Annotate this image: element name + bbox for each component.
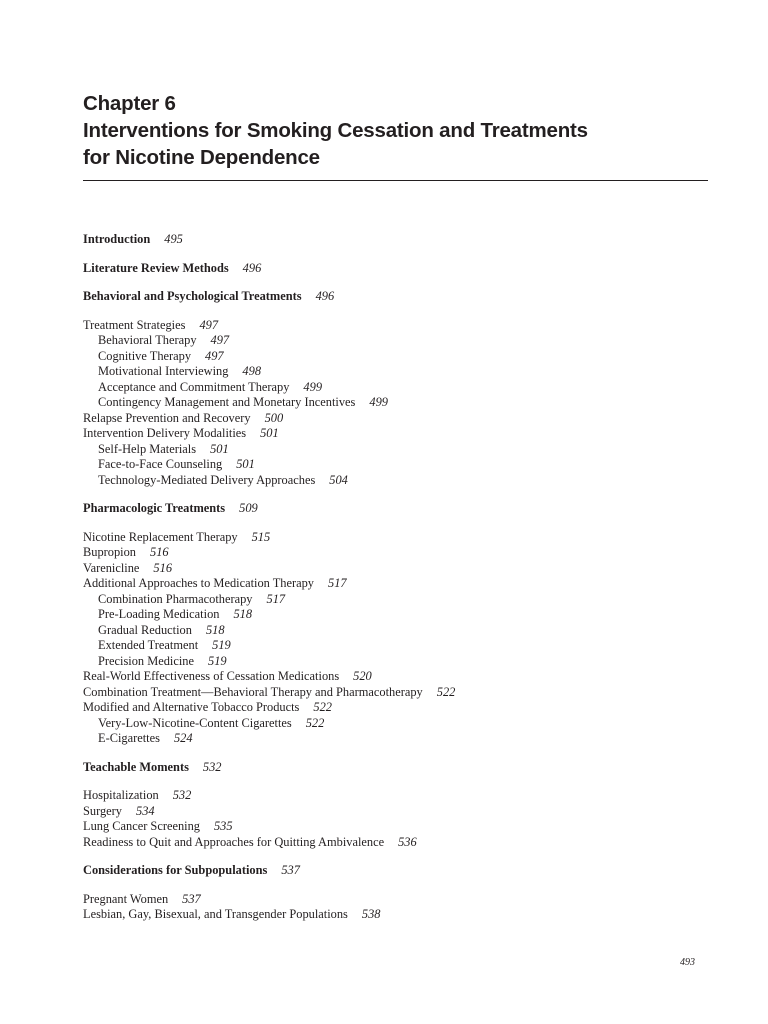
toc-entry[interactable] (83, 819, 708, 835)
toc-entry-label: Behavioral Therapy (98, 333, 197, 347)
toc-entry-label: Contingency Management and Monetary Incentives (98, 395, 356, 409)
toc-page-number: 509 (239, 501, 258, 515)
toc-entry-label: Real-World Effectiveness of Cessation Medications (83, 669, 340, 683)
toc-heading-label: Considerations for Subpopulations (83, 863, 268, 877)
toc-page-number: 518 (205, 622, 225, 637)
page-number: 493 (680, 957, 695, 968)
toc-page-number: 538 (361, 907, 381, 921)
title-divider (83, 180, 708, 181)
toc-subentry[interactable] (83, 380, 708, 396)
toc-heading-label: Teachable Moments (83, 759, 189, 774)
toc-section (83, 760, 708, 851)
toc-entry[interactable] (83, 576, 708, 592)
toc-subentry[interactable] (83, 364, 708, 380)
toc-page-number: 495 (164, 232, 183, 246)
toc-subentry[interactable] (83, 473, 708, 489)
toc-section (83, 501, 708, 747)
toc-entry-label: Additional Approaches to Medication Therapy (83, 576, 315, 590)
toc-heading-label: Pharmacologic Treatments (83, 501, 226, 515)
toc-subentry[interactable] (83, 442, 708, 458)
toc-page-number: 515 (251, 529, 271, 544)
chapter-title-line-2: for Nicotine Dependence (83, 146, 320, 169)
toc-entry[interactable] (83, 835, 708, 851)
toc-section-heading[interactable] (83, 501, 708, 517)
toc-page-number: 516 (150, 545, 169, 559)
toc-entry[interactable] (83, 530, 708, 546)
toc-entry-label: E-Cigarettes (98, 731, 160, 745)
toc-section-heading[interactable] (83, 261, 708, 277)
toc-entry-label: Precision Medicine (98, 653, 195, 668)
toc-entry-label: Hospitalization (83, 788, 159, 802)
toc-entry-label: Surgery (83, 803, 123, 818)
toc-page-number: 496 (315, 289, 335, 303)
toc-page-number: 497 (205, 348, 224, 363)
toc-page-number: 534 (136, 803, 155, 818)
toc-entry[interactable] (83, 411, 708, 427)
toc-page-number: 532 (202, 759, 222, 774)
toc-entry-label: Nicotine Replacement Therapy (83, 529, 238, 544)
toc-entry[interactable] (83, 545, 708, 561)
toc-section-heading[interactable] (83, 289, 708, 305)
toc-page-number: 504 (329, 472, 348, 487)
toc-entry-label: Lung Cancer Screening (83, 819, 200, 833)
toc-section-heading[interactable] (83, 760, 708, 776)
toc-page-number: 537 (281, 863, 300, 877)
toc-page-number: 498 (242, 364, 262, 378)
toc-page-number: 519 (208, 653, 227, 668)
toc-entry-label: Varenicline (83, 560, 140, 575)
toc-page-number: 497 (199, 317, 219, 332)
toc-entry-label: Combination Treatment—Behavioral Therapy and Pharmacotherapy (83, 684, 423, 699)
toc-page-number: 501 (260, 426, 279, 440)
toc-entry-label: Face-to-Face Counseling (98, 457, 223, 471)
toc-page-number: 536 (398, 834, 417, 849)
toc-entry[interactable] (83, 561, 708, 577)
toc-entry-label: Pre-Loading Medication (98, 607, 220, 621)
toc-entry-label: Intervention Delivery Modalities (83, 426, 247, 440)
chapter-title (83, 90, 723, 171)
toc-section (83, 863, 708, 923)
toc-entry[interactable] (83, 788, 708, 804)
toc-section (83, 261, 708, 277)
toc-entry[interactable] (83, 685, 708, 701)
toc-subentry[interactable] (83, 333, 708, 349)
toc-subentry[interactable] (83, 592, 708, 608)
toc-entry-label: Very-Low-Nicotine-Content Cigarettes (98, 715, 292, 730)
chapter-number: Chapter 6 (83, 92, 176, 115)
toc-subentry[interactable] (83, 395, 708, 411)
toc-entry[interactable] (83, 426, 708, 442)
toc-entry[interactable] (83, 318, 708, 334)
toc-page-number: 532 (172, 788, 192, 802)
toc-page-number: 516 (153, 560, 173, 575)
toc-entry-label: Motivational Interviewing (98, 364, 229, 378)
toc-page-number: 524 (173, 731, 193, 745)
toc-subentry[interactable] (83, 654, 708, 670)
toc-entry-label: Treatment Strategies (83, 317, 186, 332)
toc-entry[interactable] (83, 669, 708, 685)
toc-entry-label: Pregnant Women (83, 891, 169, 906)
toc-entry-label: Relapse Prevention and Recovery (83, 410, 251, 425)
table-of-contents (83, 232, 708, 936)
toc-section-heading[interactable] (83, 863, 708, 879)
toc-subentry[interactable] (83, 716, 708, 732)
toc-page-number: 522 (436, 684, 456, 699)
toc-entry[interactable] (83, 907, 708, 923)
toc-heading-label: Introduction (83, 232, 151, 246)
toc-heading-label: Literature Review Methods (83, 260, 229, 275)
toc-entry-label: Gradual Reduction (98, 622, 192, 637)
toc-subentry[interactable] (83, 731, 708, 747)
toc-entry-label: Technology-Mediated Delivery Approaches (98, 472, 316, 487)
toc-page-number: 499 (303, 379, 323, 394)
toc-page-number: 517 (328, 576, 347, 590)
toc-section (83, 289, 708, 488)
toc-page-number: 522 (313, 700, 332, 714)
toc-page-number: 501 (236, 457, 255, 471)
toc-page-number: 522 (305, 715, 325, 730)
toc-heading-label: Behavioral and Psychological Treatments (83, 289, 302, 303)
toc-subentry[interactable] (83, 457, 708, 473)
toc-subentry[interactable] (83, 607, 708, 623)
toc-entry-label: Bupropion (83, 545, 137, 559)
toc-entry[interactable] (83, 804, 708, 820)
toc-page-number: 518 (233, 607, 253, 621)
toc-page-number: 537 (182, 891, 201, 906)
toc-page-number: 499 (369, 395, 388, 409)
toc-entry-label: Readiness to Quit and Approaches for Quitting Ambivalence (83, 834, 385, 849)
toc-page-number: 520 (353, 669, 372, 683)
toc-page-number: 535 (213, 819, 233, 833)
toc-page-number: 497 (210, 333, 230, 347)
toc-page-number: 501 (210, 441, 229, 456)
toc-page-number: 519 (212, 638, 231, 652)
toc-entry-label: Extended Treatment (98, 638, 199, 652)
toc-page-number: 500 (264, 410, 284, 425)
toc-entry-label: Cognitive Therapy (98, 348, 192, 363)
toc-entry-label: Self-Help Materials (98, 441, 197, 456)
toc-entry-label: Acceptance and Commitment Therapy (98, 379, 290, 394)
toc-entry-label: Combination Pharmacotherapy (98, 591, 253, 606)
chapter-title-line-1: Interventions for Smoking Cessation and Treatments (83, 119, 588, 142)
toc-entry[interactable] (83, 700, 708, 716)
toc-section (83, 232, 708, 248)
toc-entry-label: Modified and Alternative Tobacco Products (83, 700, 300, 714)
toc-subentry[interactable] (83, 349, 708, 365)
toc-page-number: 517 (266, 591, 286, 606)
toc-subentry[interactable] (83, 623, 708, 639)
toc-subentry[interactable] (83, 638, 708, 654)
toc-page-number: 496 (242, 260, 262, 275)
toc-section-heading[interactable] (83, 232, 708, 248)
toc-entry[interactable] (83, 892, 708, 908)
toc-entry-label: Lesbian, Gay, Bisexual, and Transgender Populations (83, 907, 348, 921)
